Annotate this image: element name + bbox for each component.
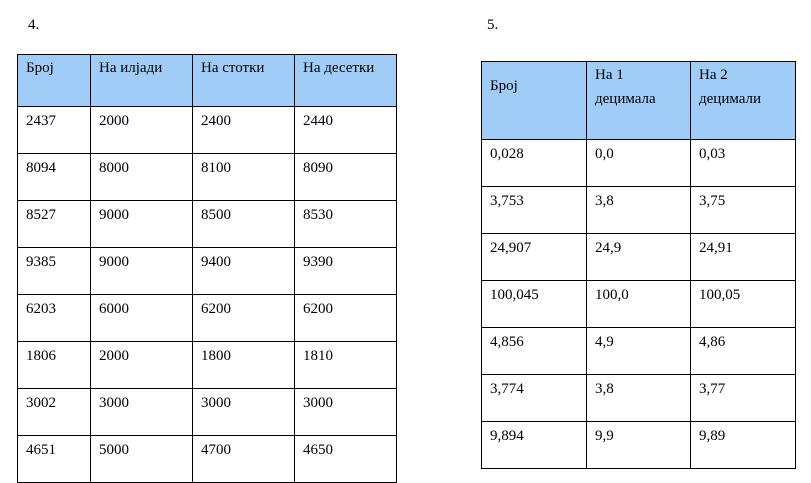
table-cell: 2000: [91, 342, 193, 389]
table-cell: 1800: [193, 342, 295, 389]
table-cell: 0,028: [482, 140, 587, 187]
table-row: [18, 436, 397, 483]
table-cell: 3,75: [691, 187, 796, 234]
table-cell: 24,91: [691, 234, 796, 281]
table-cell: 3,77: [691, 375, 796, 422]
table-body: [18, 107, 397, 483]
rounding-decimals-table: [481, 61, 796, 469]
table-cell: 9385: [18, 248, 91, 295]
table-cell: 9,89: [691, 422, 796, 469]
table-row: [482, 140, 796, 187]
table-cell: 1806: [18, 342, 91, 389]
table-cell: 0,0: [587, 140, 691, 187]
table-cell: 4,856: [482, 328, 587, 375]
table-cell: 24,907: [482, 234, 587, 281]
table-row: [18, 248, 397, 295]
rounding-integers-table: [17, 54, 397, 483]
table-cell: 6000: [91, 295, 193, 342]
column-header-two-decimals: [691, 62, 796, 140]
table-cell: 8500: [193, 201, 295, 248]
table-cell: 5000: [91, 436, 193, 483]
table-cell: 0,03: [691, 140, 796, 187]
table-cell: 24,9: [587, 234, 691, 281]
table-row: [18, 389, 397, 436]
table-cell: 3,774: [482, 375, 587, 422]
table-cell: 6203: [18, 295, 91, 342]
table-cell: 3,8: [587, 375, 691, 422]
table-cell: 8527: [18, 201, 91, 248]
table-cell: 3000: [193, 389, 295, 436]
table-cell: 4,9: [587, 328, 691, 375]
table-body: [482, 140, 796, 469]
table-cell: 8000: [91, 154, 193, 201]
table-cell: 4,86: [691, 328, 796, 375]
table-row: [482, 234, 796, 281]
table-cell: 8530: [295, 201, 397, 248]
column-header-number: Број: [18, 55, 91, 107]
table-cell: 6200: [193, 295, 295, 342]
table-cell: 9,9: [587, 422, 691, 469]
table-cell: 100,0: [587, 281, 691, 328]
table-row: [18, 201, 397, 248]
table-row: [482, 187, 796, 234]
table-row: [18, 342, 397, 389]
table-cell: 3000: [295, 389, 397, 436]
table-row: [482, 281, 796, 328]
column-header-one-decimal: [587, 62, 691, 140]
table-header-row: [482, 62, 796, 140]
column-header-thousands: На илјади: [91, 55, 193, 107]
table-cell: 4650: [295, 436, 397, 483]
table-cell: 4651: [18, 436, 91, 483]
header-line: децимали: [699, 91, 762, 107]
table-header-row: [18, 55, 397, 107]
table-cell: 2437: [18, 107, 91, 154]
table-cell: 8090: [295, 154, 397, 201]
table-row: [482, 422, 796, 469]
table-cell: 9,894: [482, 422, 587, 469]
header-line: На 1: [595, 67, 624, 83]
exercise-4-number: 4.: [28, 17, 40, 33]
table-row: [18, 154, 397, 201]
table-cell: 9390: [295, 248, 397, 295]
table-row: [482, 375, 796, 422]
table-cell: 3,8: [587, 187, 691, 234]
header-line: Број: [490, 78, 518, 94]
table-cell: 8100: [193, 154, 295, 201]
table-cell: 2000: [91, 107, 193, 154]
table-cell: 9400: [193, 248, 295, 295]
table-cell: 1810: [295, 342, 397, 389]
table-row: [482, 328, 796, 375]
table-cell: 3002: [18, 389, 91, 436]
table-cell: 2440: [295, 107, 397, 154]
column-header-number: [482, 62, 587, 140]
table-row: [18, 107, 397, 154]
table-cell: 6200: [295, 295, 397, 342]
table-cell: 8094: [18, 154, 91, 201]
column-header-hundreds: На стотки: [193, 55, 295, 107]
header-line: На 2: [699, 67, 728, 83]
exercise-5-number: 5.: [487, 17, 499, 33]
table-cell: 3000: [91, 389, 193, 436]
table-cell: 3,753: [482, 187, 587, 234]
table-cell: 4700: [193, 436, 295, 483]
column-header-tens: На десетки: [295, 55, 397, 107]
table-cell: 9000: [91, 201, 193, 248]
header-line: децимала: [595, 91, 656, 107]
table-row: [18, 295, 397, 342]
table-cell: 9000: [91, 248, 193, 295]
table-cell: 100,05: [691, 281, 796, 328]
table-cell: 100,045: [482, 281, 587, 328]
table-cell: 2400: [193, 107, 295, 154]
